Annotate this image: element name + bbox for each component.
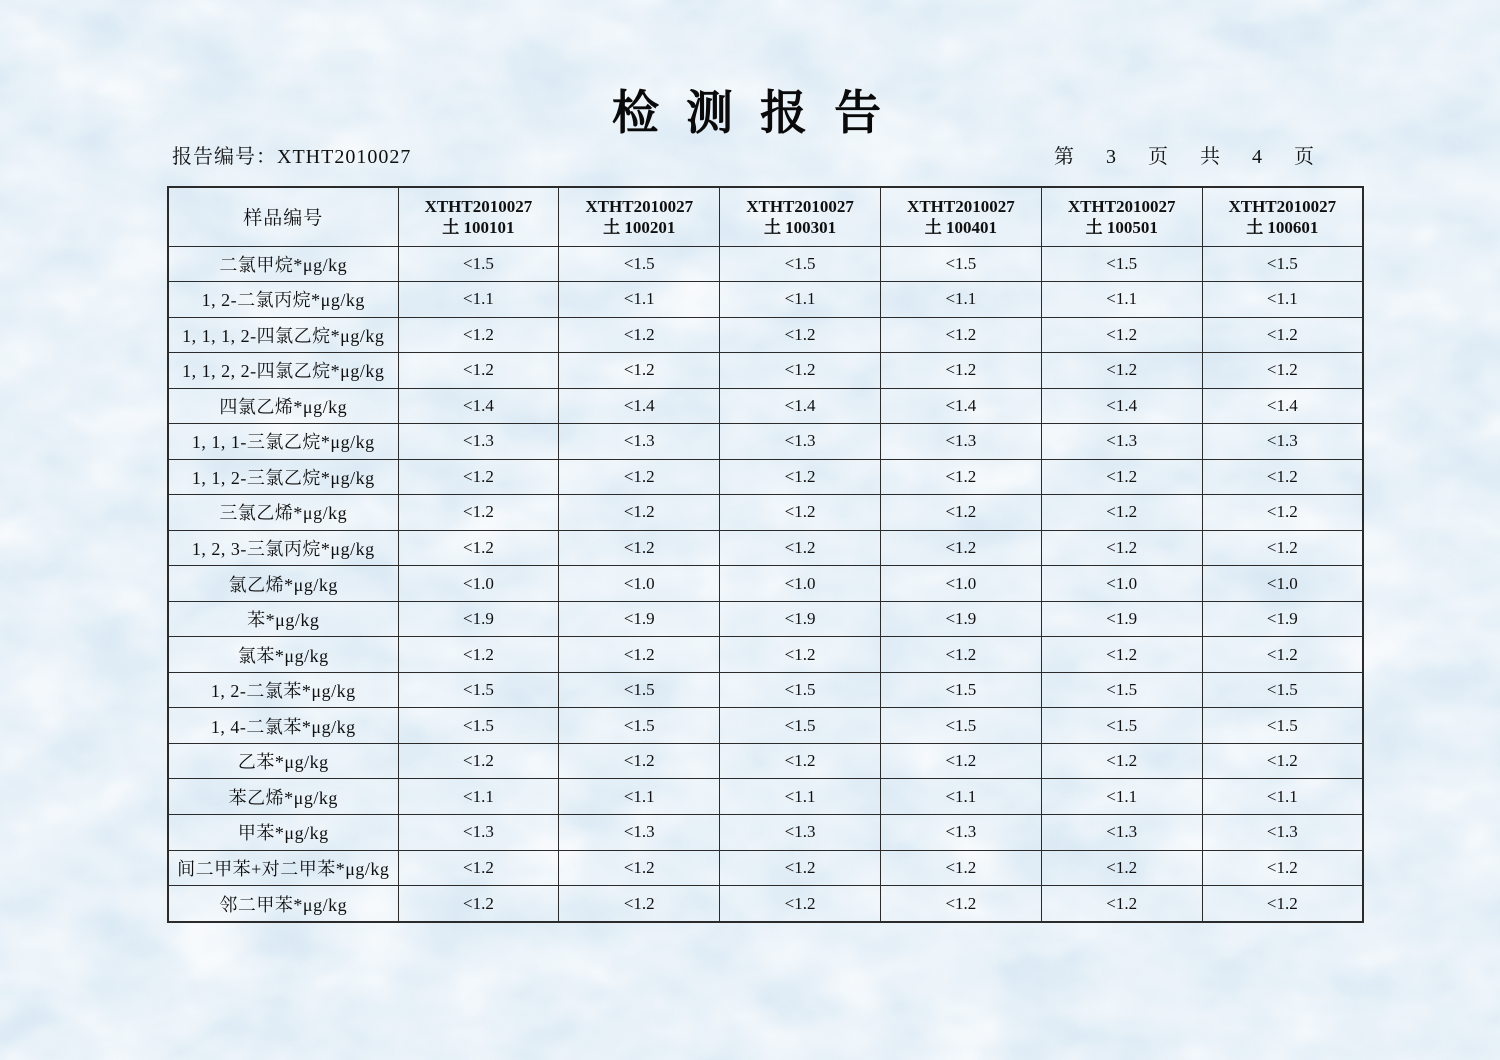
- report-number-label: 报告编号：: [172, 146, 277, 168]
- page-indicator: [1054, 140, 1314, 169]
- result-value: <1.5: [559, 246, 720, 282]
- result-value: <1.2: [1202, 317, 1363, 353]
- sample-id-line1: XTHT2010027: [424, 196, 533, 216]
- analyte-label: 乙苯*μg/kg: [168, 743, 398, 779]
- result-value: <1.2: [1041, 317, 1202, 353]
- result-value: <1.2: [559, 495, 720, 531]
- table-header-row: [168, 187, 1363, 246]
- analyte-row: [168, 850, 1363, 886]
- result-value: <1.2: [720, 495, 881, 531]
- result-value: <1.2: [1202, 353, 1363, 389]
- result-value: <1.5: [398, 708, 559, 744]
- result-value: <1.9: [720, 601, 881, 637]
- result-value: <1.0: [398, 566, 559, 602]
- result-value: <1.2: [720, 530, 881, 566]
- result-value: <1.5: [720, 246, 881, 282]
- result-value: <1.1: [1202, 282, 1363, 318]
- analyte-row: [168, 388, 1363, 424]
- analyte-row: [168, 530, 1363, 566]
- sample-id-line2: 土 100501: [1085, 217, 1158, 237]
- result-value: <1.9: [398, 601, 559, 637]
- result-value: <1.2: [880, 637, 1041, 673]
- analyte-row: [168, 282, 1363, 318]
- result-value: <1.2: [1202, 850, 1363, 886]
- result-value: <1.2: [1041, 743, 1202, 779]
- result-value: <1.2: [559, 850, 720, 886]
- analyte-row: [168, 459, 1363, 495]
- report-number: [172, 140, 411, 169]
- result-value: <1.5: [1202, 708, 1363, 744]
- result-value: <1.5: [1041, 672, 1202, 708]
- result-value: <1.5: [559, 672, 720, 708]
- sample-id-line2: 土 100101: [442, 217, 515, 237]
- sample-id-line1: XTHT2010027: [907, 196, 1015, 216]
- result-value: <1.1: [398, 779, 559, 815]
- result-value: <1.0: [880, 566, 1041, 602]
- analyte-label: 二氯甲烷*μg/kg: [168, 246, 398, 282]
- result-value: <1.2: [398, 530, 559, 566]
- sample-column-header-2: [559, 187, 720, 246]
- result-value: <1.2: [880, 459, 1041, 495]
- result-value: <1.2: [559, 353, 720, 389]
- result-value: <1.1: [559, 779, 720, 815]
- result-value: <1.2: [720, 850, 881, 886]
- result-value: <1.2: [398, 353, 559, 389]
- analyte-label: 1, 1, 2, 2-四氯乙烷*μg/kg: [168, 353, 398, 389]
- result-value: <1.2: [720, 637, 881, 673]
- result-value: <1.5: [880, 672, 1041, 708]
- page-indicator-prefix: 第: [1054, 146, 1074, 168]
- result-value: <1.2: [880, 495, 1041, 531]
- result-value: <1.2: [1202, 495, 1363, 531]
- result-value: <1.2: [398, 317, 559, 353]
- result-value: <1.5: [720, 708, 881, 744]
- page-current: 3: [1106, 146, 1116, 168]
- result-value: <1.2: [720, 886, 881, 922]
- result-value: <1.5: [1202, 246, 1363, 282]
- sample-id-line1: XTHT2010027: [1228, 196, 1337, 216]
- result-value: <1.2: [1202, 459, 1363, 495]
- analyte-label: 三氯乙烯*μg/kg: [168, 495, 398, 531]
- analyte-row: [168, 424, 1363, 460]
- result-value: <1.4: [880, 388, 1041, 424]
- result-value: <1.5: [559, 708, 720, 744]
- result-value: <1.4: [1041, 388, 1202, 424]
- result-value: <1.2: [880, 317, 1041, 353]
- analyte-row: [168, 601, 1363, 637]
- result-value: <1.2: [1041, 495, 1202, 531]
- result-value: <1.1: [1041, 282, 1202, 318]
- analyte-row: [168, 743, 1363, 779]
- result-value: <1.2: [398, 743, 559, 779]
- result-value: <1.5: [1041, 708, 1202, 744]
- analyte-label: 1, 2, 3-三氯丙烷*μg/kg: [168, 530, 398, 566]
- result-value: <1.5: [1202, 672, 1363, 708]
- analyte-row: [168, 637, 1363, 673]
- analyte-label: 邻二甲苯*μg/kg: [168, 886, 398, 922]
- result-value: <1.5: [398, 246, 559, 282]
- result-value: <1.5: [1041, 246, 1202, 282]
- result-value: <1.2: [1202, 886, 1363, 922]
- result-value: <1.2: [1041, 637, 1202, 673]
- analyte-label: 1, 2-二氯丙烷*μg/kg: [168, 282, 398, 318]
- sample-column-header-1: [398, 187, 559, 246]
- analyte-row: [168, 779, 1363, 815]
- result-value: <1.1: [1202, 779, 1363, 815]
- sample-column-header-5: [1041, 187, 1202, 246]
- result-value: <1.1: [880, 282, 1041, 318]
- result-value: <1.2: [880, 850, 1041, 886]
- result-value: <1.3: [880, 815, 1041, 851]
- result-value: <1.2: [720, 743, 881, 779]
- result-value: <1.3: [880, 424, 1041, 460]
- result-value: <1.2: [720, 317, 881, 353]
- analyte-label: 1, 1, 2-三氯乙烷*μg/kg: [168, 459, 398, 495]
- result-value: <1.9: [1202, 601, 1363, 637]
- sample-id-line2: 土 100201: [603, 217, 676, 237]
- result-value: <1.3: [559, 815, 720, 851]
- result-value: <1.1: [720, 282, 881, 318]
- result-value: <1.2: [398, 886, 559, 922]
- analyte-label: 甲苯*μg/kg: [168, 815, 398, 851]
- result-value: <1.9: [559, 601, 720, 637]
- result-value: <1.3: [1041, 424, 1202, 460]
- result-value: <1.3: [720, 424, 881, 460]
- sample-column-header-4: [880, 187, 1041, 246]
- analyte-label: 四氯乙烯*μg/kg: [168, 388, 398, 424]
- result-value: <1.2: [1041, 850, 1202, 886]
- result-value: <1.3: [398, 424, 559, 460]
- analyte-row: [168, 708, 1363, 744]
- analyte-row: [168, 353, 1363, 389]
- sample-id-line1: XTHT2010027: [1067, 196, 1176, 216]
- analyte-row: [168, 495, 1363, 531]
- analyte-row: [168, 246, 1363, 282]
- result-value: <1.2: [1041, 530, 1202, 566]
- result-value: <1.5: [880, 708, 1041, 744]
- result-value: <1.2: [880, 353, 1041, 389]
- sample-id-line2: 土 100401: [924, 217, 998, 237]
- result-value: <1.0: [1041, 566, 1202, 602]
- result-value: <1.2: [880, 886, 1041, 922]
- result-value: <1.3: [559, 424, 720, 460]
- result-value: <1.1: [720, 779, 881, 815]
- sample-column-header-3: [720, 187, 881, 246]
- analyte-label: 间二甲苯+对二甲苯*μg/kg: [168, 850, 398, 886]
- analyte-row: [168, 672, 1363, 708]
- result-value: <1.9: [1041, 601, 1202, 637]
- sample-id-corner-header: 样品编号: [168, 187, 398, 246]
- result-value: <1.2: [559, 317, 720, 353]
- result-value: <1.1: [398, 282, 559, 318]
- result-value: <1.2: [1202, 637, 1363, 673]
- result-value: <1.2: [720, 353, 881, 389]
- result-value: <1.2: [880, 530, 1041, 566]
- sample-id-line1: XTHT2010027: [585, 196, 694, 216]
- analyte-label: 氯苯*μg/kg: [168, 637, 398, 673]
- result-value: <1.2: [1041, 459, 1202, 495]
- result-value: <1.5: [880, 246, 1041, 282]
- meta-row: [0, 140, 1500, 170]
- result-value: <1.2: [398, 495, 559, 531]
- result-value: <1.3: [720, 815, 881, 851]
- result-value: <1.2: [559, 886, 720, 922]
- report-number-value: XTHT2010027: [277, 146, 412, 168]
- result-value: <1.3: [1041, 815, 1202, 851]
- page-total-label: 共: [1200, 146, 1220, 168]
- result-value: <1.4: [1202, 388, 1363, 424]
- result-value: <1.9: [880, 601, 1041, 637]
- result-value: <1.1: [880, 779, 1041, 815]
- result-value: <1.2: [398, 850, 559, 886]
- analyte-label: 1, 1, 1-三氯乙烷*μg/kg: [168, 424, 398, 460]
- result-value: <1.1: [559, 282, 720, 318]
- result-value: <1.2: [398, 637, 559, 673]
- analyte-row: [168, 317, 1363, 353]
- result-value: <1.2: [1041, 353, 1202, 389]
- result-value: <1.2: [1202, 530, 1363, 566]
- result-value: <1.4: [398, 388, 559, 424]
- sample-id-line2: 土 100601: [1246, 217, 1319, 237]
- result-value: <1.2: [720, 459, 881, 495]
- result-value: <1.4: [559, 388, 720, 424]
- result-value: <1.2: [559, 637, 720, 673]
- sample-id-line2: 土 100301: [763, 217, 837, 237]
- result-value: <1.3: [1202, 424, 1363, 460]
- analyte-label: 1, 1, 1, 2-四氯乙烷*μg/kg: [168, 317, 398, 353]
- analyte-label: 苯乙烯*μg/kg: [168, 779, 398, 815]
- results-table: [167, 186, 1364, 923]
- result-value: <1.0: [720, 566, 881, 602]
- result-value: <1.3: [1202, 815, 1363, 851]
- result-value: <1.2: [559, 459, 720, 495]
- result-value: <1.5: [398, 672, 559, 708]
- result-value: <1.4: [720, 388, 881, 424]
- page-total: 4: [1252, 146, 1262, 168]
- result-value: <1.2: [398, 459, 559, 495]
- analyte-label: 氯乙烯*μg/kg: [168, 566, 398, 602]
- analyte-label: 1, 2-二氯苯*μg/kg: [168, 672, 398, 708]
- result-value: <1.0: [559, 566, 720, 602]
- analyte-row: [168, 886, 1363, 922]
- result-value: <1.2: [880, 743, 1041, 779]
- sample-column-header-6: [1202, 187, 1363, 246]
- page-title: 检 测 报 告: [611, 86, 889, 139]
- result-value: <1.3: [398, 815, 559, 851]
- result-value: <1.5: [720, 672, 881, 708]
- result-value: <1.2: [1041, 886, 1202, 922]
- sample-id-line1: XTHT2010027: [746, 196, 854, 216]
- analyte-label: 苯*μg/kg: [168, 601, 398, 637]
- result-value: <1.2: [1202, 743, 1363, 779]
- analyte-row: [168, 566, 1363, 602]
- result-value: <1.1: [1041, 779, 1202, 815]
- analyte-label: 1, 4-二氯苯*μg/kg: [168, 708, 398, 744]
- page-indicator-unit: 页: [1148, 146, 1168, 168]
- analyte-row: [168, 815, 1363, 851]
- result-value: <1.0: [1202, 566, 1363, 602]
- page-indicator-unit-2: 页: [1294, 146, 1314, 168]
- result-value: <1.2: [559, 743, 720, 779]
- result-value: <1.2: [559, 530, 720, 566]
